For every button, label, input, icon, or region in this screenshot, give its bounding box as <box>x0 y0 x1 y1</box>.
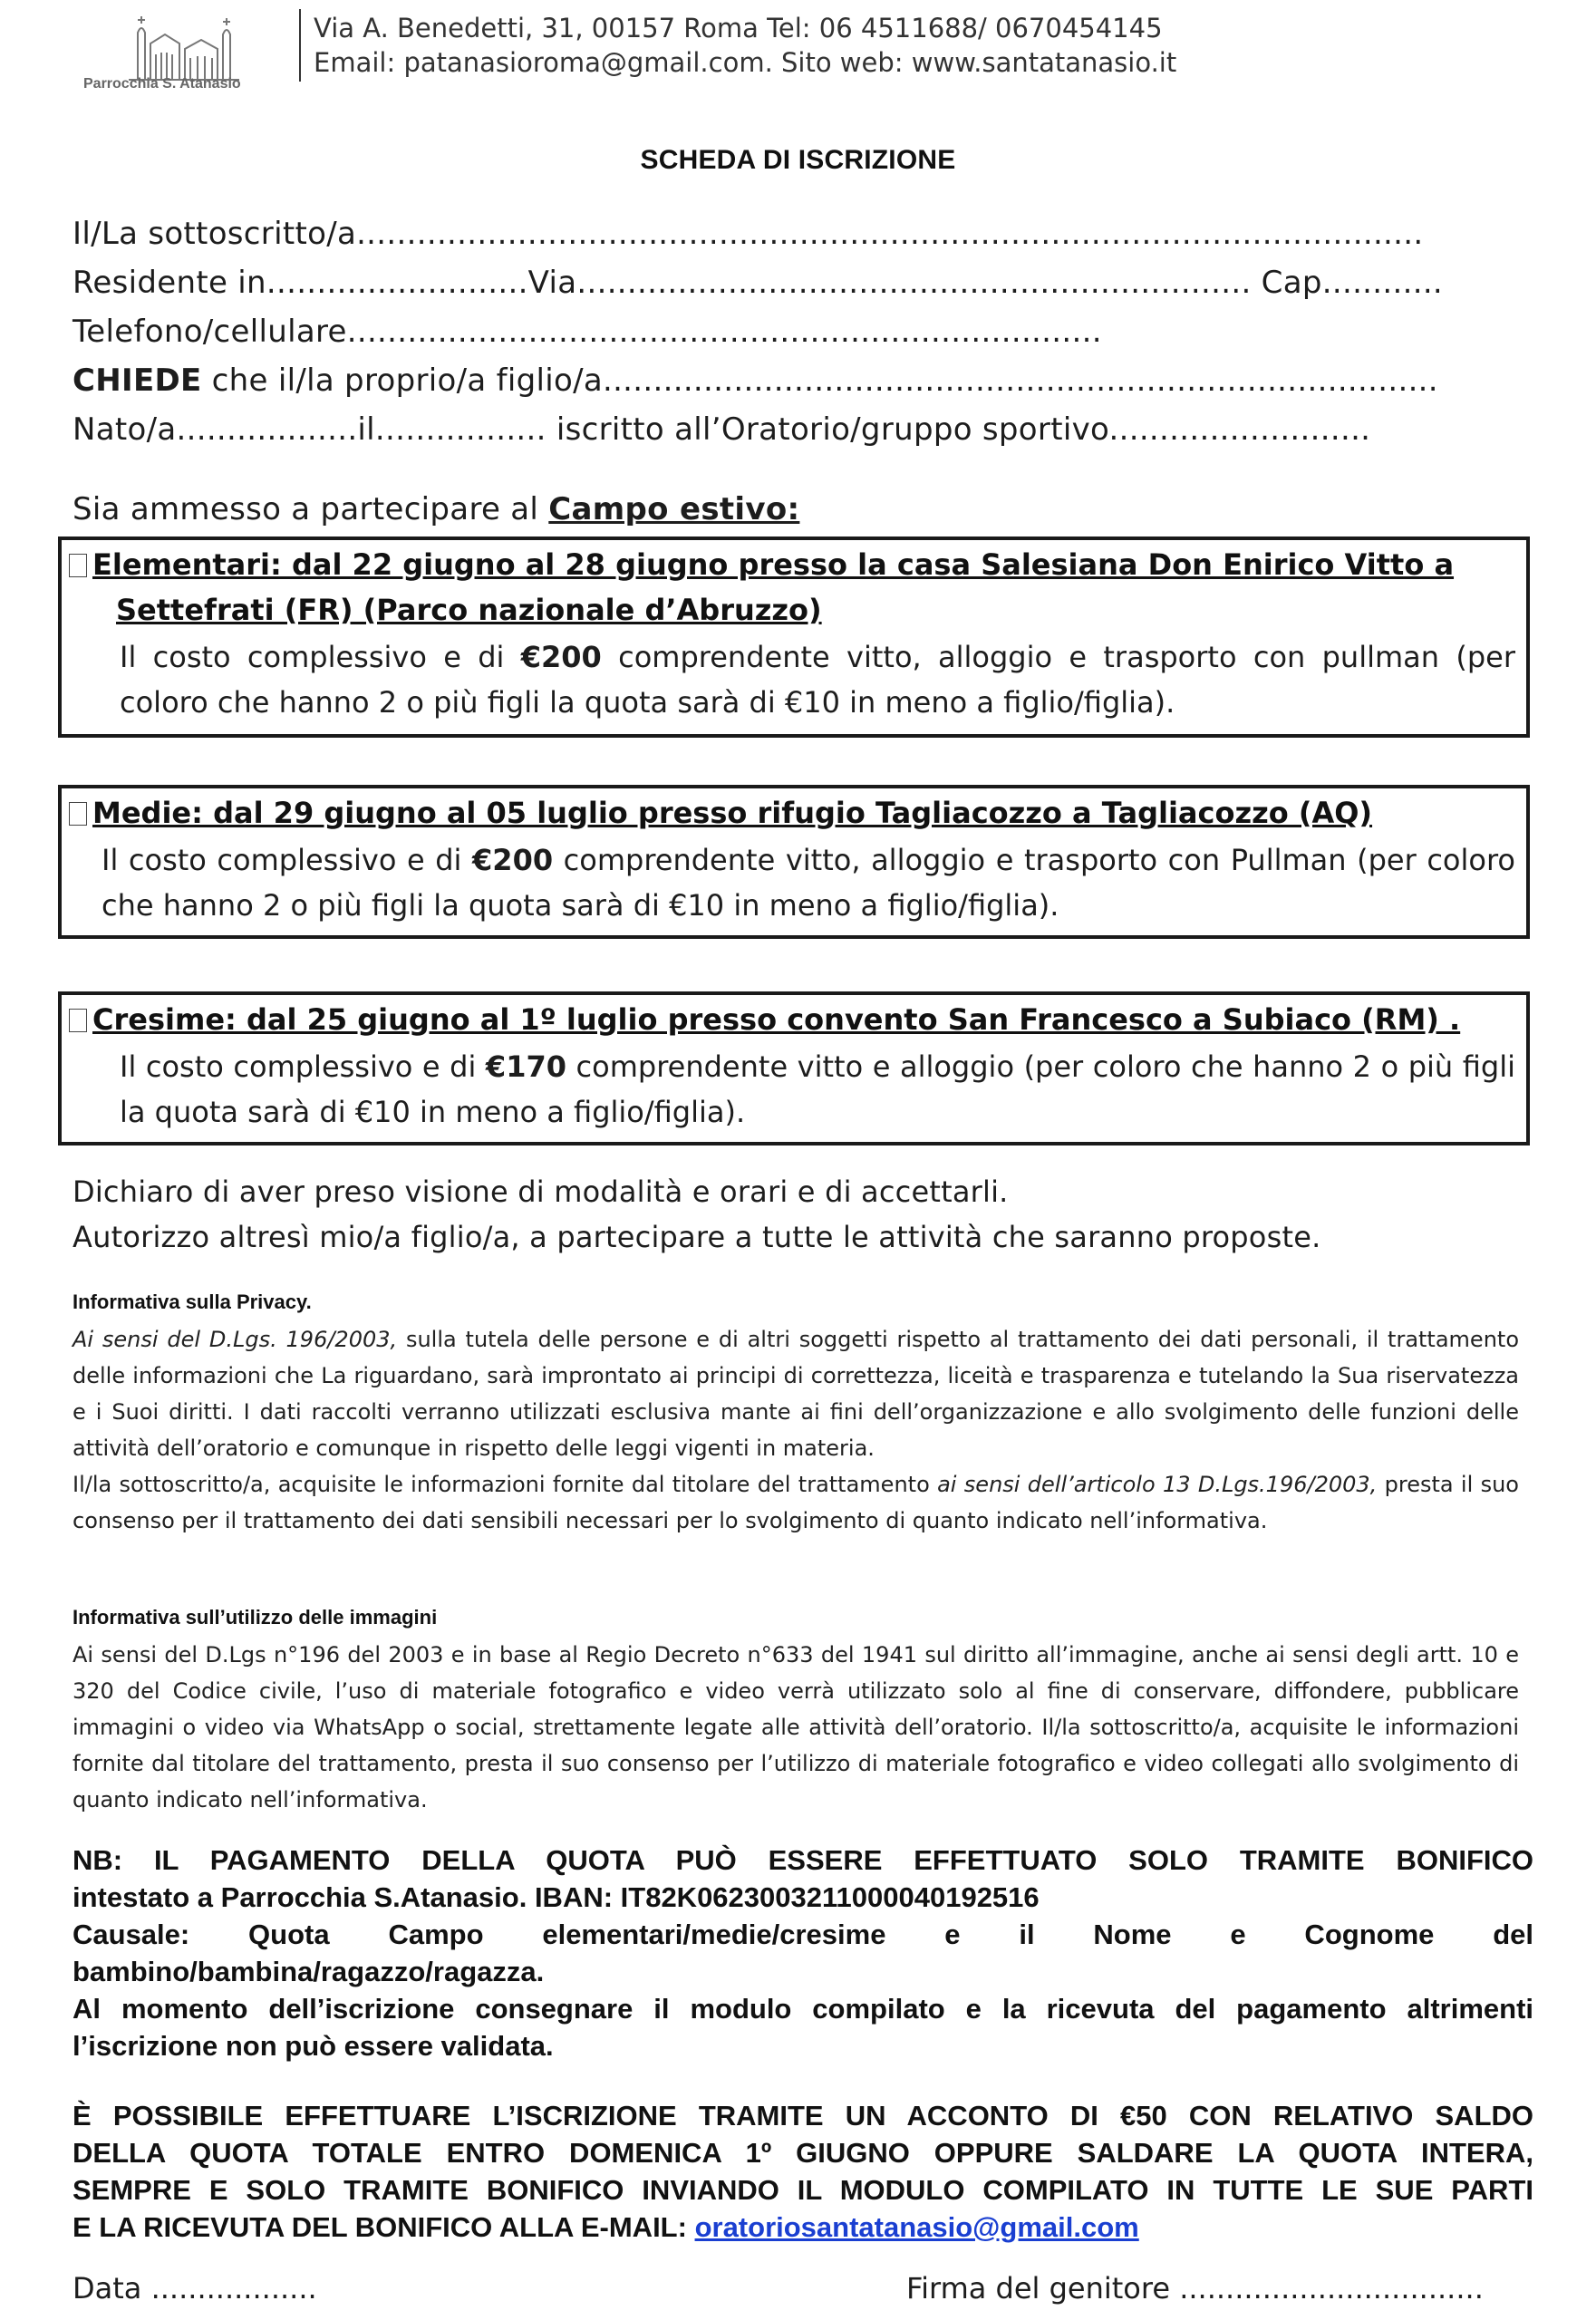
camp-box-cresime <box>58 991 1530 1146</box>
price: €200 <box>520 640 602 674</box>
logo-caption: Parrocchia S. Atanasio <box>83 76 241 92</box>
checkbox[interactable] <box>69 1009 87 1032</box>
camp-box-medie <box>58 785 1530 939</box>
camp-box-elementari <box>58 536 1530 738</box>
header-contacts: Email: patanasioroma@gmail.com. Sito web: www.santatanasio.it <box>314 47 1177 78</box>
form-line-residence: Residente in..........................Via................................................................... Cap............ <box>73 265 1444 301</box>
form-line-birth: Nato/a..................il................. iscritto all’Oratorio/gruppo sportivo.......................... <box>73 411 1371 448</box>
camp-cresime-cost: Il costo complessivo e di €170 comprendente vitto e alloggio (per coloro che hanno 2 o più figli la quota sarà di €10 in meno a figlio/figlia). <box>120 1049 1516 1129</box>
form-line-request <box>73 362 1438 399</box>
images-heading: Informativa sull’utilizzo delle immagini <box>73 1606 438 1629</box>
form-line-name: Il/La sottoscritto/a.......................................................................................................... <box>73 216 1424 252</box>
camp-medie-title: Medie: dal 29 giugno al 05 luglio presso rifugio Tagliacozzo a Tagliacozzo (AQ) <box>69 796 1372 830</box>
email-link[interactable]: oratoriosantatanasio@gmail.com <box>694 2211 1139 2243</box>
images-text: Ai sensi del D.Lgs n°196 del 2003 e in base al Regio Decreto n°633 del 1941 sul diritto all’immagine, anche ai sensi degli artt. 10 e 320 del Codice civile, l’uso di materiale fotografico e video verrà utilizzato solo al fine di conservare, diffondere, pubblicare immagini o video via WhatsApp o social, strettamente legate alle attività dell’oratorio. Il/la sottoscritto/a, acquisite le informazioni fornite dal titolare del trattamento, presta il suo consenso per l’utilizzo di materiale fotografico e video collegati allo svolgimento di quanto indicato nell’informativa. <box>73 1642 1519 1812</box>
form-line-camp <box>73 491 799 527</box>
camp-elementari-title-cont: Settefrati (FR) (Parco nazionale d’Abruzzo) <box>116 593 822 627</box>
price: €200 <box>472 843 554 877</box>
page-title: SCHEDA DI ISCRIZIONE <box>640 145 956 175</box>
chiede-label: CHIEDE <box>73 362 202 399</box>
camp-cresime-title: Cresime: dal 25 giugno al 1º luglio presso convento San Francesco a Subiaco (RM) . <box>69 1002 1460 1037</box>
form-line-request-text: che il/la proprio/a figlio/a................................................................................... <box>201 362 1438 399</box>
camp-elementari-cost: Il costo complessivo e di €200 comprendente vitto, alloggio e trasporto con pullman (per coloro che hanno 2 o più figli la quota sarà di €10 in meno a figlio/figlia). <box>120 640 1515 720</box>
declaration-2: Autorizzo altresì mio/a figlio/a, a partecipare a tutte le attività che saranno proposte. <box>73 1220 1321 1254</box>
campo-estivo-label: Campo estivo: <box>548 491 800 527</box>
date-field: Data .................. <box>73 2271 317 2306</box>
camp-medie-cost: Il costo complessivo e di €200 comprendente vitto, alloggio e trasporto con Pullman (per coloro che hanno 2 o più figli la quota sarà di €10 in meno a figlio/figlia). <box>102 843 1516 923</box>
payment-note: NB: IL PAGAMENTO DELLA QUOTA PUÒ ESSERE EFFETTUATO SOLO TRAMITE BONIFICO intestato a Parrocchia S.Atanasio. IBAN: IT82K0623003211000040192516 Causale: Quota Campo elementari/medie/cresime e il Nome e Cognome del bambino/bambina/ragazzo/ragazza. Al momento dell’iscrizione consegnare il modulo compilato e la ricevuta del pagamento altrimenti l’iscrizione non può essere validata. <box>73 1844 1533 2062</box>
form-line-camp-prefix: Sia ammesso a partecipare al <box>73 491 549 527</box>
header-address: Via A. Benedetti, 31, 00157 Roma Tel: 06 4511688/ 0670454145 <box>314 13 1163 44</box>
deposit-note: È POSSIBILE EFFETTUARE L’ISCRIZIONE TRAMITE UN ACCONTO DI €50 CON RELATIVO SALDO DELLA QUOTA TOTALE ENTRO DOMENICA 1º GIUGNO OPPURE SALDARE LA QUOTA INTERA, SEMPRE E SOLO TRAMITE BONIFICO INVIANDO IL MODULO COMPILATO IN TUTTE LE SUE PARTI E LA RICEVUTA DEL BONIFICO ALLA E-MAIL: oratoriosantatanasio@gmail.com <box>73 2100 1533 2243</box>
checkbox[interactable] <box>69 554 87 577</box>
privacy-heading: Informativa sulla Privacy. <box>73 1290 312 1313</box>
checkbox[interactable] <box>69 802 87 826</box>
parent-signature-field: Firma del genitore ................................. <box>906 2271 1484 2306</box>
declaration-1: Dichiaro di aver preso visione di modalità e orari e di accettarli. <box>73 1174 1009 1209</box>
camp-elementari-title: Elementari: dal 22 giugno al 28 giugno presso la casa Salesiana Don Enirico Vitto a <box>69 547 1454 582</box>
privacy-text: Ai sensi del D.Lgs. 196/2003, sulla tutela delle persone e di altri soggetti rispetto al trattamento dei dati personali, il trattamento delle informazioni che La riguardano, sarà improntato ai principi di correttezza, liceità e trasparenza e tutelando la Sua riservatezza e i Suoi diritti. I dati raccolti verranno utilizzati esclusiva mante ai fini dell’organizzazione e allo svolgimento delle funzioni delle attività dell’oratorio e comunque in rispetto delle leggi vigenti in materia. Il/la sottoscritto/a, acquisite le informazioni fornite dal titolare del trattamento ai sensi dell’articolo 13 D.Lgs.196/2003, presta il suo consenso per il trattamento dei dati sensibili necessari per lo svolgimento di quanto indicato nell’informativa. <box>73 1327 1520 1533</box>
form-line-phone: Telefono/cellulare........................................................................... <box>73 314 1102 350</box>
header-divider <box>299 9 301 82</box>
price: €170 <box>485 1049 566 1084</box>
